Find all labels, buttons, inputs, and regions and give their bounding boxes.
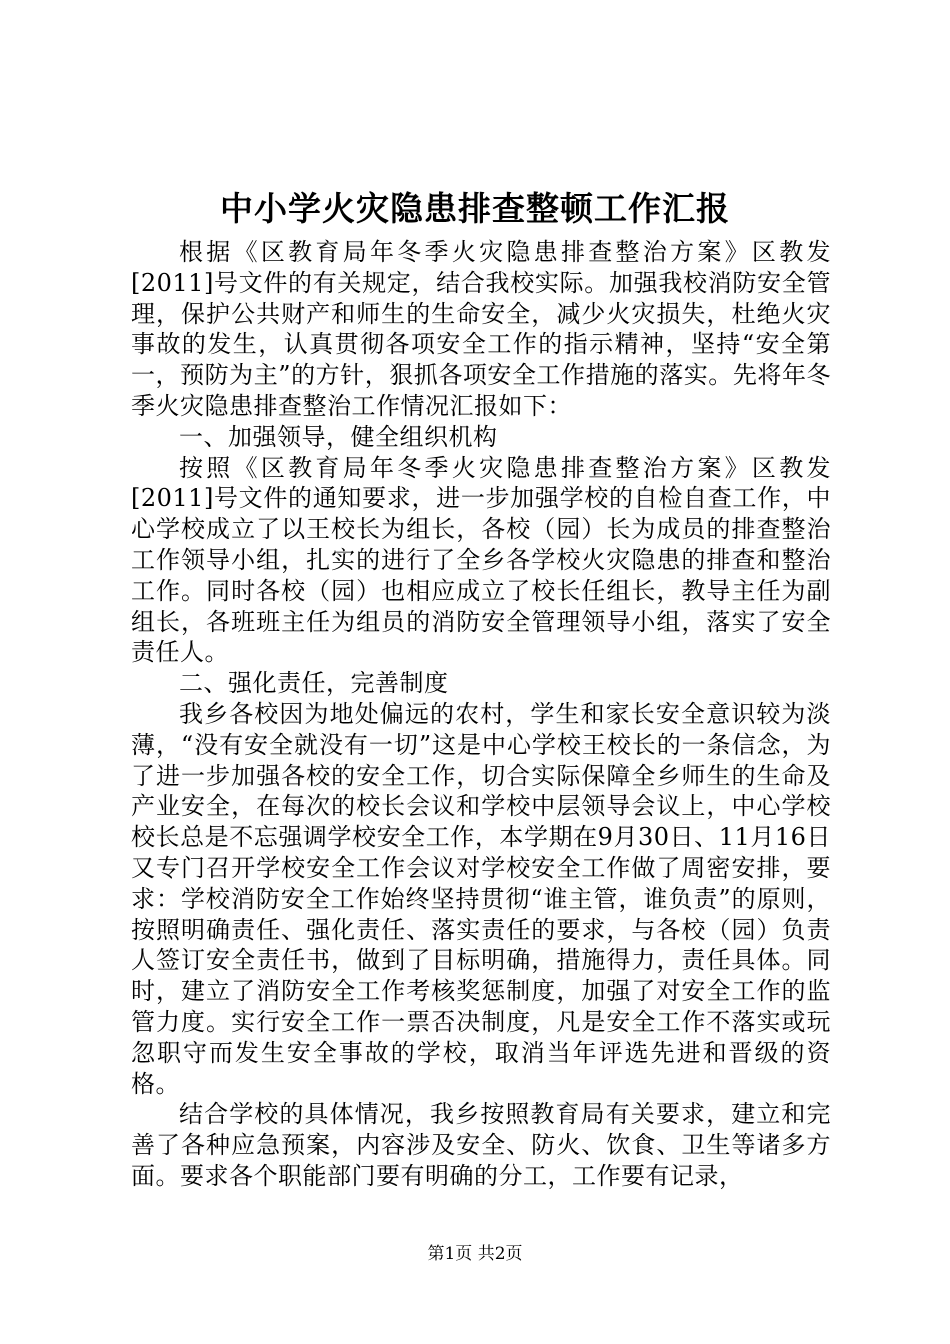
page-number: 第1页 (427, 1244, 473, 1264)
paragraph-intro: 根据《区教育局年冬季火灾隐患排查整治方案》区教发[2011]号文件的有关规定，结合我校实际。加强我校消防安全管理，保护公共财产和师生的生命安全，减少火灾损失，杜绝火灾事故的发生，认真贯彻各项安全工作的指示精神，坚持“安全第一，预防为主”的方针，狠抓各项安全工作措施的落实。先将年冬季火灾隐患排查整治工作情况汇报如下： (131, 238, 831, 420)
page-total: 共2页 (477, 1244, 523, 1264)
paragraph-section-2-cont: 结合学校的具体情况，我乡按照教育局有关要求，建立和完善了各种应急预案，内容涉及安全、防火、饮食、卫生等诸多方面。要求各个职能部门要有明确的分工，工作要有记录， (131, 1100, 831, 1190)
page-footer (0, 1242, 950, 1266)
paragraph-section-2: 我乡各校因为地处偏远的农村，学生和家长安全意识较为淡薄，“没有安全就没有一切”这是中心学校王校长的一条信念，为了进一步加强各校的安全工作，切合实际保障全乡师生的生命及产业安全，在每次的校长会议和学校中层领导会议上，中心学校校长总是不忘强调学校安全工作，本学期在9月30日、11月16日又专门召开学校安全工作会议对学校安全工作做了周密安排，要求：学校消防安全工作始终坚持贯彻“谁主管，谁负责”的原则，按照明确责任、强化责任、落实责任的要求，与各校（园）负责人签订安全责任书，做到了目标明确，措施得力，责任具体。同时，建立了消防安全工作考核奖惩制度，加强了对安全工作的监管力度。实行安全工作一票否决制度，凡是安全工作不落实或玩忽职守而发生安全事故的学校，取消当年评选先进和晋级的资格。 (131, 699, 831, 1098)
section-heading-1: 一、加强领导，健全组织机构 (179, 422, 498, 451)
document-body (131, 237, 831, 1192)
document-title: 中小学火灾隐患排查整顿工作汇报 (220, 189, 730, 228)
section-heading-2: 二、强化责任，完善制度 (179, 669, 449, 698)
paragraph-section-1: 按照《区教育局年冬季火灾隐患排查整治方案》区教发[2011]号文件的通知要求，进一步加强学校的自检自查工作，中心学校成立了以王校长为组长，各校（园）长为成员的排查整治工作领导小组，扎实的进行了全乡各学校火灾隐患的排查和整治工作。同时各校（园）也相应成立了校长任组长，教导主任为副组长，各班班主任为组员的消防安全管理领导小组，落实了安全责任人。 (131, 453, 831, 667)
